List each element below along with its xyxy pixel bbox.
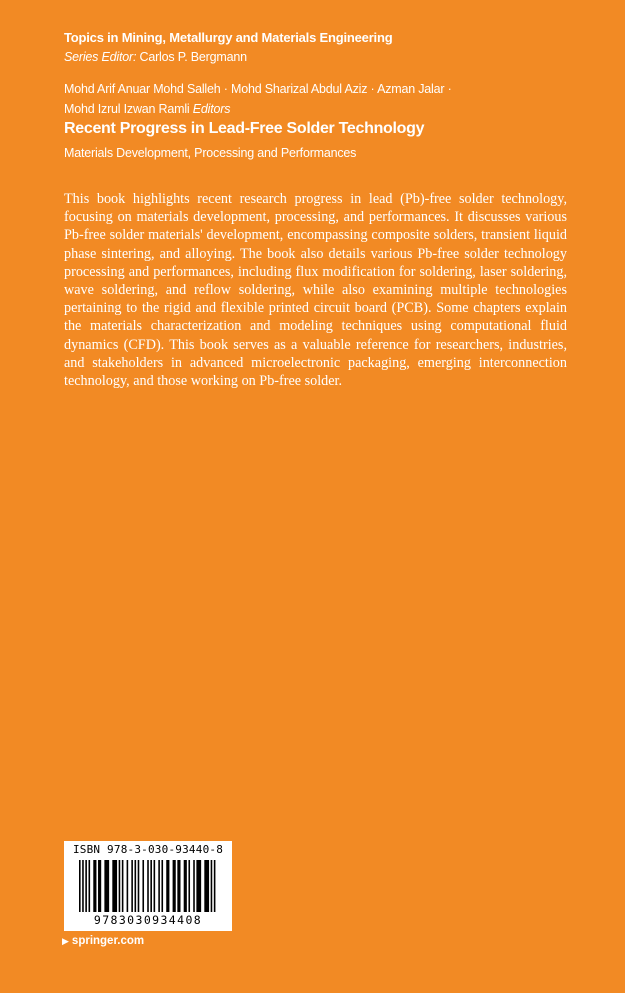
website-text: springer.com (71, 935, 145, 947)
book-title: Recent Progress in Lead-Free Solder Technology (64, 120, 425, 137)
chevron-right-icon: ▶ (62, 935, 69, 946)
series-editor (64, 50, 247, 64)
series-editor-role: Series Editor: (64, 50, 137, 64)
barcode-bars (78, 860, 218, 912)
editors-role: Editors (192, 102, 231, 116)
editors-names-line1: Mohd Arif Anuar Mohd Salleh · Mohd Sharizal Abdul Aziz · Azman Jalar · (64, 82, 452, 96)
book-editors (64, 79, 504, 119)
book-subtitle: Materials Development, Processing and Performances (64, 146, 357, 160)
series-editor-name: Carlos P. Bergmann (139, 50, 247, 64)
isbn-label: ISBN 978-3-030-93440-8 (72, 843, 224, 856)
isbn-barcode (64, 841, 232, 931)
book-description: This book highlights recent research progress in lead (Pb)-free solder technology, focusing on materials development, processing, and performances. It discusses various Pb-free solder materials' development, encompassing composite solders, transient liquid phase sintering, and alloying. The book also details various Pb-free solder technology processing and performances, including flux modification for soldering, laser soldering, wave soldering, and reflow soldering, while also examining multiple technologies pertaining to the rigid and flexible printed circuit board (PCB). Some chapters explain the materials characterization and modeling techniques using computational fluid dynamics (CFD). This book serves as a valuable reference for researchers, industries, and stakeholders in advanced microelectronic packaging, emerging interconnection technology, and those working on Pb-free solder. (64, 191, 567, 390)
barcode-digits: 9783030934408 (93, 913, 203, 927)
editors-names-line2: Mohd Izrul Izwan Ramli (64, 102, 190, 116)
series-title: Topics in Mining, Metallurgy and Materials Engineering (64, 30, 393, 45)
publisher-website[interactable] (62, 935, 144, 947)
